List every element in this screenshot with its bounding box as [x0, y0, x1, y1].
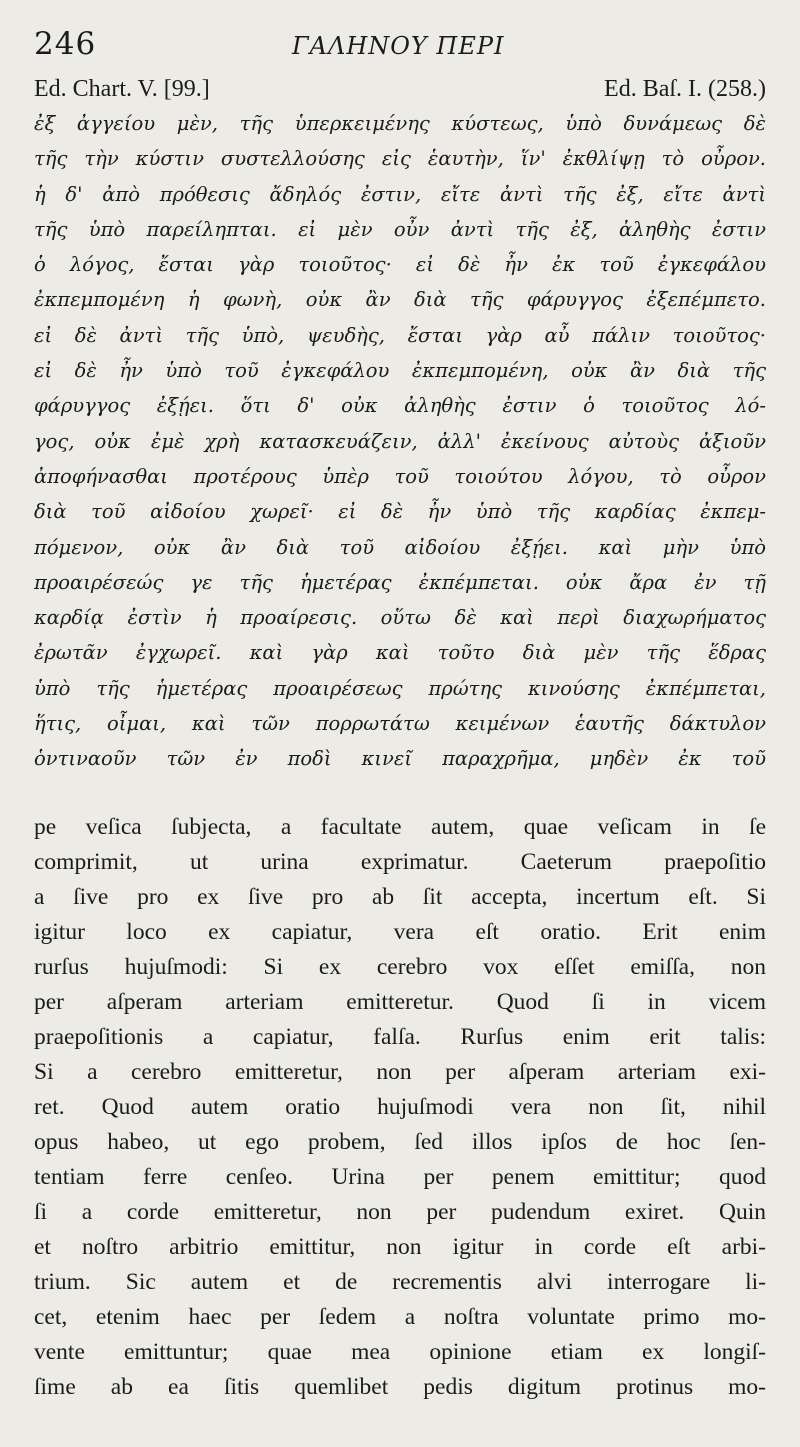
latin-text-line: comprimit, ut urina exprimatur. Caeterum praepoſitio [34, 849, 766, 875]
latin-translation-block [34, 810, 766, 1405]
latin-text-line: opus habeo, ut ego probem, ſed illos ipſos de hoc ſen- [34, 1129, 766, 1155]
latin-text-line: ſime ab ea ſitis quemlibet pedis digitum protinus mo- [34, 1374, 766, 1400]
edition-basel-ref: Ed. Baſ. I. (258.) [604, 76, 766, 102]
greek-text-block [34, 106, 766, 777]
greek-text-line: ἐκπεμπομένη ἡ φωνὴ, οὐκ ἂν διὰ τῆς φάρυγγος ἐξεπέμπετο. [34, 288, 766, 312]
greek-text-line: φάρυγγος ἐξῄει. ὅτι δ' οὐκ ἀληθὴς ἐστιν ὁ τοιοῦτος λό- [34, 394, 766, 418]
latin-text-line: vente emittuntur; quae mea opinione etiam ex longiſ- [34, 1339, 766, 1365]
latin-text-line: praepoſitionis a capiatur, falſa. Rurſus enim erit talis: [34, 1024, 766, 1050]
greek-text-line: διὰ τοῦ αἰδοίου χωρεῖ· εἰ δὲ ἦν ὑπὸ τῆς καρδίας ἐκπεμ- [34, 500, 766, 524]
latin-text-line: ſi a corde emitteretur, non per pudendum exiret. Quin [34, 1199, 766, 1225]
greek-text-line: ὁ λόγος, ἔσται γὰρ τοιοῦτος· εἰ δὲ ἦν ἐκ τοῦ ἐγκεφάλου [34, 253, 766, 277]
latin-text-line: igitur loco ex capiatur, vera eſt oratio. Erit enim [34, 919, 766, 945]
latin-text-line: cet, etenim haec per ſedem a noſtra voluntate primo mo- [34, 1304, 766, 1330]
greek-text-line: προαιρέσεώς γε τῆς ἡμετέρας ἐκπέμπεται. οὐκ ἄρα ἐν τῇ [34, 570, 766, 594]
greek-text-line: ἥτις, οἶμαι, καὶ τῶν πορρωτάτω κειμένων ἑαυτῆς δάκτυλον [34, 712, 766, 736]
greek-text-line: ἐξ ἀγγείου μὲν, τῆς ὑπερκειμένης κύστεως, ὑπὸ δυνάμεως δὲ [34, 112, 766, 135]
greek-text-line: ἀποφήνασθαι προτέρους ὑπὲρ τοῦ τοιούτου λόγου, τὸ οὖρον [34, 464, 766, 488]
greek-text-line: τῆς ὑπὸ παρείληπται. εἰ μὲν οὖν ἀντὶ τῆς ἐξ, ἀληθὴς ἐστιν [34, 217, 766, 241]
latin-text-line: per aſperam arteriam emitteretur. Quod ſi in vicem [34, 989, 766, 1015]
page-number: 246 [34, 26, 97, 62]
greek-text-line: καρδίᾳ ἐστὶν ἡ προαίρεσις. οὕτω δὲ καὶ περὶ διαχωρήματος [34, 606, 766, 630]
latin-text-line: Si a cerebro emitteretur, non per aſperam arteriam exi- [34, 1059, 766, 1085]
greek-text-line: ὁντιναοῦν τῶν ἐν ποδὶ κινεῖ παραχρῆμα, μηδὲν ἐκ τοῦ [34, 747, 766, 771]
greek-text-line: γος, οὐκ ἐμὲ χρὴ κατασκευάζειν, ἀλλ' ἐκείνους αὐτοὺς ἀξιοῦν [34, 429, 766, 453]
edition-references [34, 76, 766, 106]
greek-text-line: εἰ δὲ ἦν ὑπὸ τοῦ ἐγκεφάλου ἐκπεμπομένη, οὐκ ἂν διὰ τῆς [34, 359, 766, 383]
latin-text-line: a ſive pro ex ſive pro ab ſit accepta, incertum eſt. Si [34, 884, 766, 910]
greek-text-line: πόμενον, οὐκ ἂν διὰ τοῦ αἰδοίου ἐξῄει. καὶ μὴν ὑπὸ [34, 535, 766, 559]
latin-text-line: trium. Sic autem et de recrementis alvi interrogare li- [34, 1269, 766, 1295]
latin-text-line: ret. Quod autem oratio hujuſmodi vera non ſit, nihil [34, 1094, 766, 1120]
latin-text-line: pe veſica ſubjecta, a facultate autem, quae veſicam in ſe [34, 814, 766, 840]
latin-text-line: et noſtro arbitrio emittitur, non igitur in corde eſt arbi- [34, 1234, 766, 1260]
greek-text-line: εἰ δὲ ἀντὶ τῆς ὑπὸ, ψευδὴς, ἔσται γὰρ αὖ πάλιν τοιοῦτος· [34, 323, 766, 347]
latin-text-line: rurſus hujuſmodi: Si ex cerebro vox eſſet emiſſa, non [34, 954, 766, 980]
running-title: ΓΑΛΗΝΟΥ ΠΕΡΙ [292, 32, 505, 60]
latin-text-line: tentiam ferre cenſeo. Urina per penem emittitur; quod [34, 1164, 766, 1190]
greek-text-line: ὑπὸ τῆς ἡμετέρας προαιρέσεως πρώτης κινούσης ἐκπέμπεται, [34, 676, 766, 700]
edition-chartier-ref: Ed. Chart. V. [99.] [34, 76, 210, 102]
greek-text-line: ἐρωτᾶν ἐγχωρεῖ. καὶ γὰρ καὶ τοῦτο διὰ μὲν τῆς ἕδρας [34, 641, 766, 665]
greek-text-line: τῆς τὴν κύστιν συστελλούσης εἰς ἑαυτὴν, ἵν' ἐκθλίψῃ τὸ οὖρον. [34, 147, 766, 171]
greek-text-line: ἡ δ' ἀπὸ πρόθεσις ἄδηλός ἐστιν, εἴτε ἀντὶ τῆς ἐξ, εἴτε ἀντὶ [34, 182, 766, 206]
page-header [34, 26, 766, 66]
